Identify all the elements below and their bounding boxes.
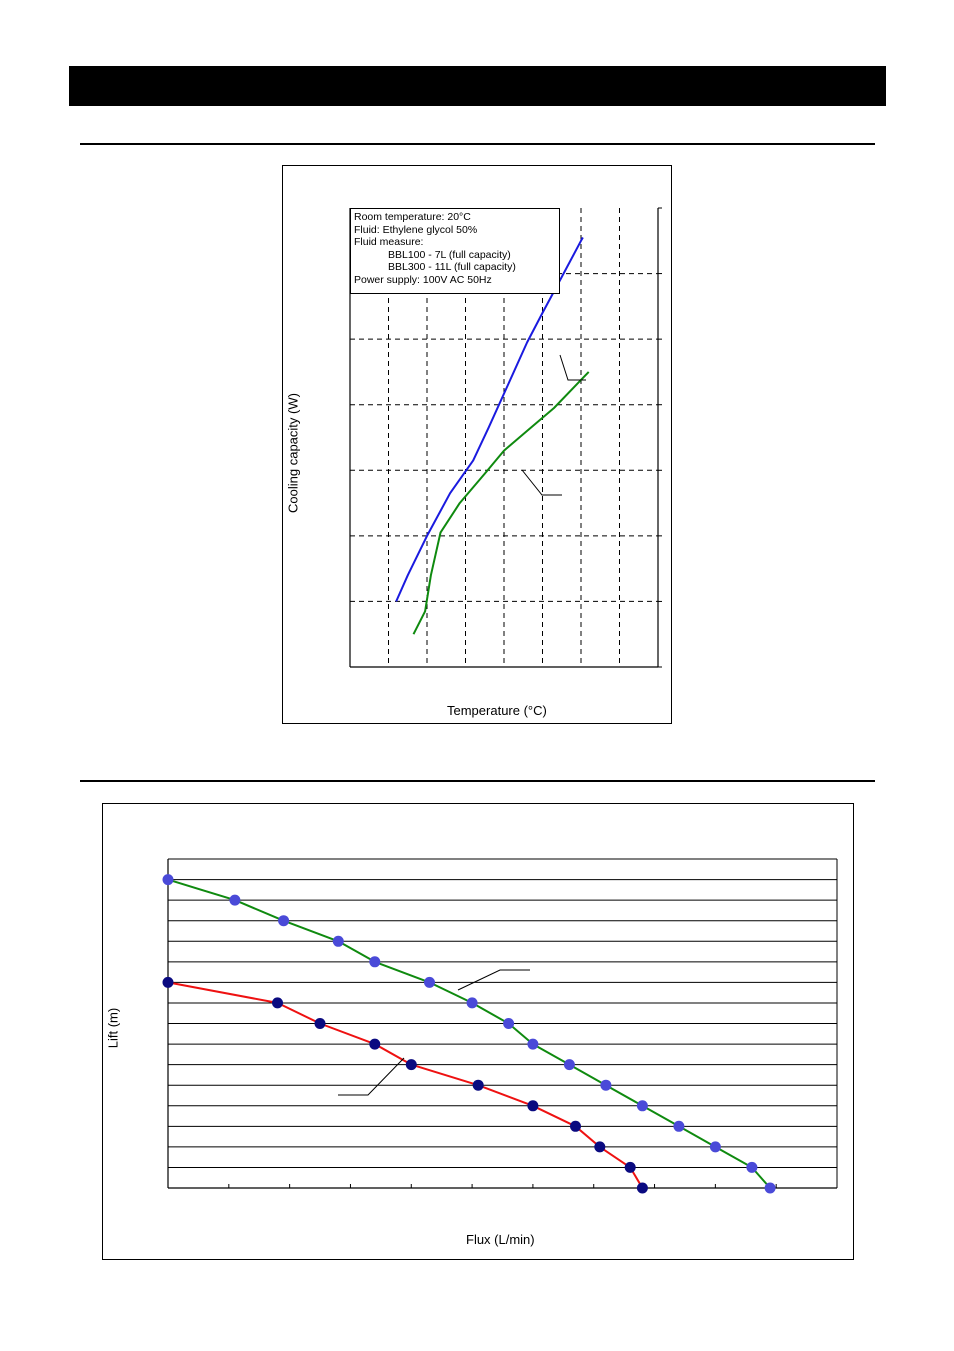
cooling-x-axis-label: Temperature (°C) [447,703,547,718]
pump-x-axis-label: Flux (L/min) [466,1232,535,1247]
pump-series-1-point [765,1183,776,1194]
pump-series-1-point [527,1039,538,1050]
pump-callout-line-2 [338,1058,404,1095]
pump-series-1-point [710,1141,721,1152]
pump-series-1-point [637,1100,648,1111]
pump-y-axis-label: Lift (m) [105,1007,121,1049]
cooling-y-axis-label: Cooling capacity (W) [285,393,301,513]
pump-series-1-point [424,977,435,988]
pump-series-1-point [600,1080,611,1091]
pump-series-2-point [369,1039,380,1050]
pump-series-2-point [473,1080,484,1091]
pump-series-2-point [272,997,283,1008]
pump-series-2-point [527,1100,538,1111]
legend-fluid-measure: Fluid measure: [354,236,424,249]
pump-series-1-point [503,1018,514,1029]
pump-series-1-point [333,936,344,947]
cooling-series-line-2 [414,372,589,634]
legend-bbl100: BBL100 - 7L (full capacity) [388,248,511,261]
legend-room-temp: Room temperature: 20°C [354,211,471,223]
pump-series-1-point [278,915,289,926]
pump-series-2-point [637,1183,648,1194]
pump-series-1-point [746,1162,757,1173]
pump-series-1-point [467,997,478,1008]
legend-power-supply: Power supply: 100V AC 50Hz [354,273,492,286]
pump-callout-line-1 [458,970,530,990]
cooling-callout-line-1 [560,355,586,380]
cooling-legend [350,208,560,294]
pump-series-2-point [594,1141,605,1152]
pump-series-1-point [163,874,174,885]
legend-fluid: Fluid: Ethylene glycol 50% [354,223,478,236]
pump-series-1-point [229,895,240,906]
pump-series-2-point [163,977,174,988]
pump-series-2-point [315,1018,326,1029]
pump-series-2-point [406,1059,417,1070]
legend-bbl300: BBL300 - 11L (full capacity) [388,261,516,274]
pump-series-1-point [673,1121,684,1132]
pump-series-2-point [625,1162,636,1173]
pump-series-1-point [564,1059,575,1070]
pump-series-line-1 [168,880,770,1188]
pump-series-2-point [570,1121,581,1132]
pump-series-1-point [369,956,380,967]
